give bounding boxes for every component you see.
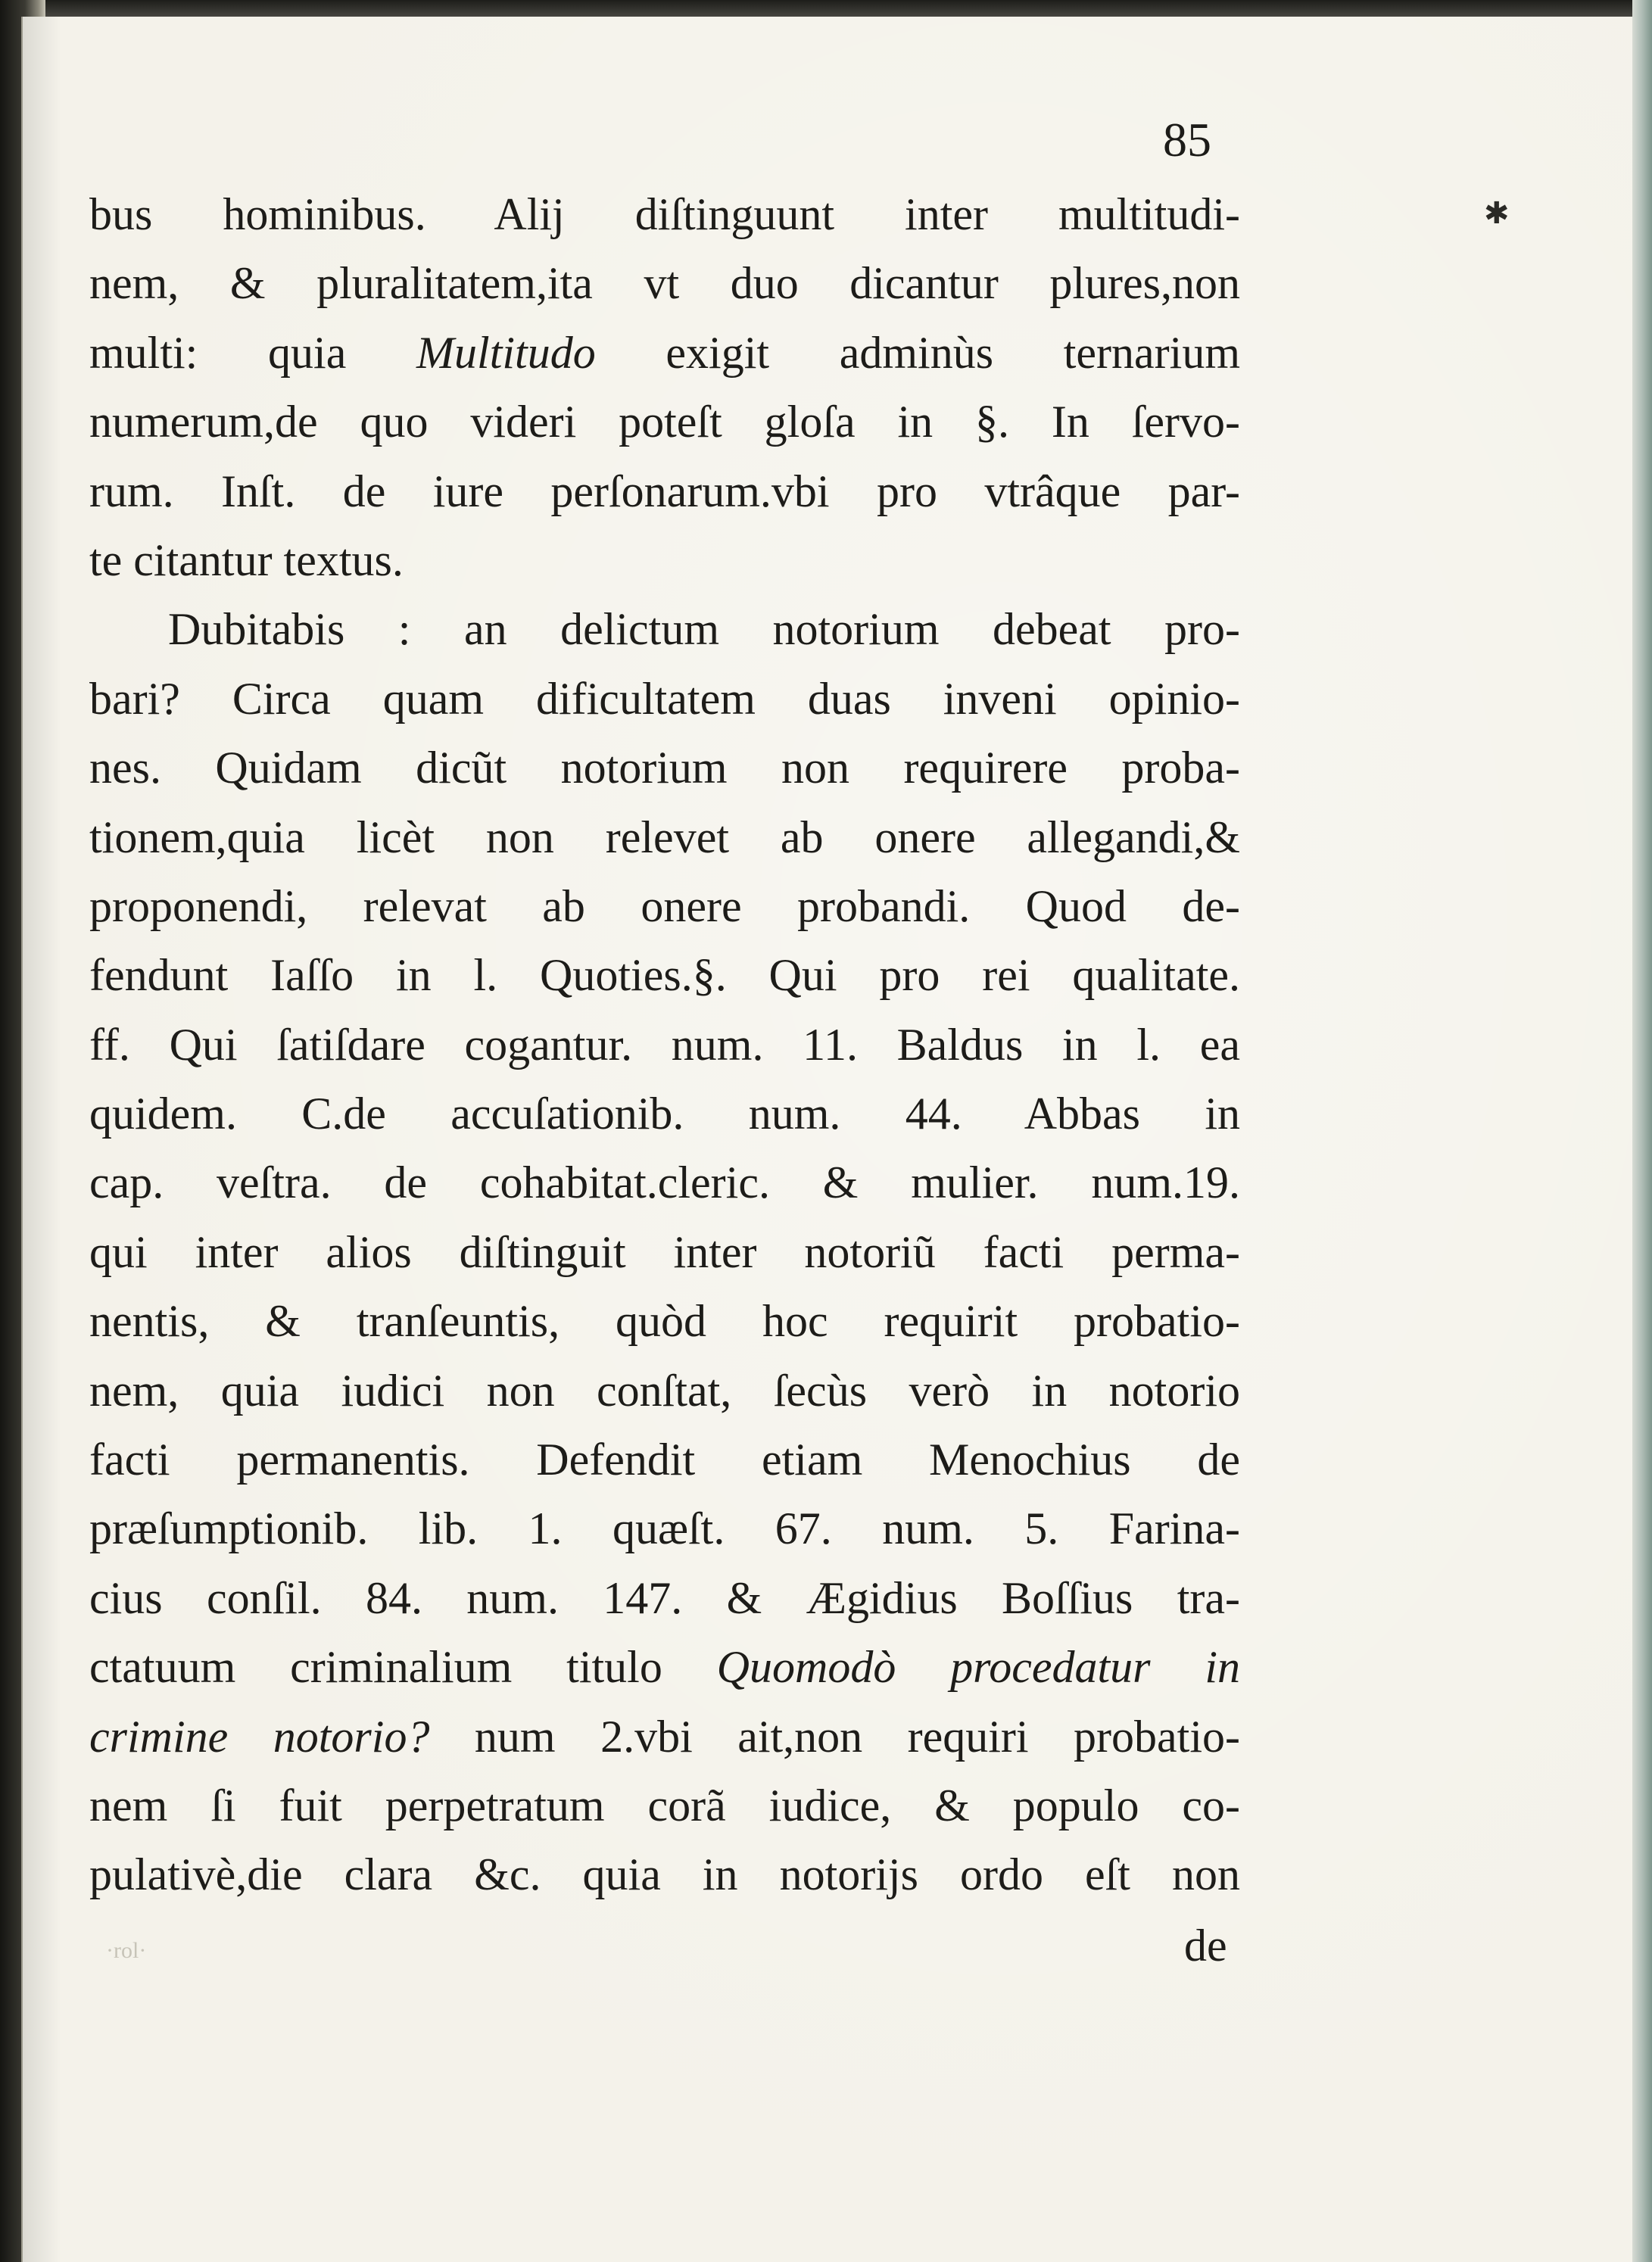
text-line: cius conſil. 84. num. 147. & Ægidius Boſſius tra- [89,1572,1240,1623]
text-line: nentis, & tranſeuntis, quòd hoc requirit probatio- [89,1296,1240,1347]
body-text [89,180,1240,1910]
text-line: nem ſi fuit perpetratum corã iudice, & populo co- [89,1780,1240,1830]
text-line: proponendi, relevat ab onere probandi. Quod de- [89,880,1240,931]
text-line: numerum,de quo videri poteſt gloſa in §. In ſervo- [89,397,1240,447]
italic-title: Quomodò procedatur in [716,1642,1241,1693]
faint-show-through-mark: ·rol· [106,1938,147,1963]
text-line: fendunt Iaſſo in l. Quoties.§. Qui pro rei qualitate. [89,950,1240,1001]
text-line: te citantur textus. [89,534,404,585]
scan-right-edge [1632,0,1652,2262]
text-line: ctatuum criminalium titulo Quomodò procedatur in [89,1642,1241,1693]
text-line: qui inter alios diſtinguit inter notoriũ facti perma- [89,1226,1240,1277]
text-line: multi: quia Multitudo exigit adminùs ternarium [89,327,1240,378]
printer-ornament-icon: ✱ [1484,196,1510,231]
italic-title: crimine notorio? [89,1711,430,1762]
text-line: facti permanentis. Defendit etiam Menochius de [89,1435,1240,1485]
text-line: rum. Inſt. de iure perſonarum.vbi pro vtrâque par- [89,466,1240,516]
text-line: tionem,quia licèt non relevet ab onere allegandi,& [89,812,1240,862]
text-line: quidem. C.de accuſationib. num. 44. Abbas in [89,1089,1240,1139]
italic-term: Multitudo [416,327,596,378]
text-line: nem, quia iudici non conſtat, ſecùs verò in notorio [89,1365,1240,1416]
catchword: de [1184,1921,1227,1971]
text-line: pulativè,die clara &c. quia in notorijs ordo eſt non [89,1849,1240,1900]
page-number: 85 [1163,113,1211,167]
text-line: cap. veſtra. de cohabitat.cleric. & mulier. num.19. [89,1157,1240,1208]
text-line: crimine notorio? num 2.vbi ait,non requiri probatio- [89,1711,1240,1762]
text-line: nes. Quidam dicũt notorium non requirere proba- [89,743,1240,793]
text-line: bus hominibus. Alij diſtinguunt inter multitudi- [89,189,1240,239]
text-line: Dubitabis : an delictum notorium debeat pro- [168,604,1240,655]
text-line: bari? Circa quam dificultatem duas inveni opinio- [89,673,1240,724]
text-line: ff. Qui ſatiſdare cogantur. num. 11. Baldus in l. ea [89,1019,1240,1070]
text-line: præſumptionib. lib. 1. quæſt. 67. num. 5. Farina- [89,1503,1240,1554]
text-line: nem, & pluralitatem,ita vt duo dicantur plures,non [89,258,1240,309]
